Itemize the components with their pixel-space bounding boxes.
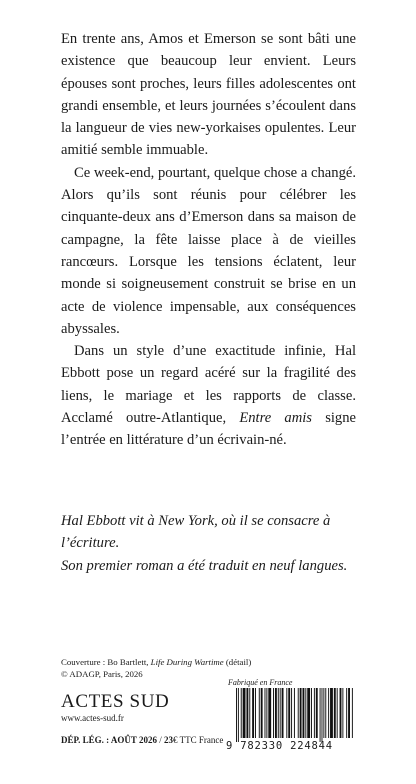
blurb-paragraph-3-end: signe l’entrée en littérature d’un écrivain-né. <box>61 410 356 449</box>
barcode-bar <box>334 688 336 738</box>
cover-credit-suffix: (détail) <box>223 657 252 667</box>
price-suffix: € TTC France <box>173 735 224 745</box>
made-in-france: Fabriqué en France <box>228 678 293 687</box>
legal-deposit-line <box>61 735 223 745</box>
legal-separator: / <box>157 735 165 745</box>
barcode-bar <box>298 688 299 738</box>
barcode-bar <box>273 688 274 738</box>
book-title: Entre amis <box>239 410 312 427</box>
author-bio-line-1: Hal Ebbott vit à New York, où il se consacre à l’écriture. <box>61 513 331 552</box>
barcode-bar <box>241 688 242 738</box>
barcode-bar <box>337 688 338 738</box>
blurb <box>61 28 356 452</box>
cover-credits <box>61 657 261 680</box>
blurb-paragraph-3-text: Dans un style d’une exactitude infinie, Hal Ebbott pose un regard acéré sur la fragilité des liens, le mariage et les rapports de classe. Acclamé outre-Atlantique, <box>61 343 356 427</box>
barcode-bar <box>246 688 248 738</box>
barcode-bar <box>282 688 284 738</box>
barcode-bar <box>322 688 323 742</box>
barcode-bar <box>305 688 306 738</box>
barcode-bar <box>249 688 250 738</box>
barcode-bar <box>266 688 267 738</box>
barcode-bar <box>342 688 343 738</box>
barcode-bar <box>259 688 260 738</box>
blurb-paragraph-1: En trente ans, Amos et Emerson se sont bâti une existence que beaucoup leur envient. Leurs épouses sont proches, leurs filles adolescentes ont grandi ensemble, et leurs journées s’écoulent dans la langueur de vies new-yorkaises opulentes. Leur amitié semble immuable. <box>61 31 356 159</box>
barcode-bar <box>311 688 312 738</box>
barcode-bar <box>330 688 333 738</box>
publisher-website: www.actes-sud.fr <box>61 713 124 723</box>
barcode-bar <box>265 688 266 738</box>
barcode-bar <box>286 688 287 738</box>
barcode-bar <box>346 688 347 738</box>
barcode-bar <box>280 688 281 738</box>
barcode-bar <box>320 688 321 742</box>
barcode-bar <box>236 688 237 742</box>
blurb-paragraph-2: Ce week-end, pourtant, quelque chose a changé. Alors qu’ils sont réunis pour célébrer les cinquante-deux ans d’Emerson dans sa maison de campagne, la fête laisse place à de vieilles rancœurs. Lorsque les tensions éclatent, leur monde si soigneusement construit se brise en un acte de violence impensable, aux conséquences abyssales. <box>61 164 356 337</box>
barcode-bar <box>316 688 318 738</box>
barcode-bar <box>303 688 305 738</box>
author-bio <box>61 510 361 577</box>
cover-credit-prefix: Couverture : Bo Bartlett, <box>61 657 151 667</box>
barcode-bar <box>328 688 329 738</box>
cover-artwork-title: Life During Wartime <box>150 657 224 667</box>
barcode-bar <box>261 688 263 738</box>
barcode-bar <box>268 688 271 738</box>
barcode-bar <box>300 688 302 738</box>
barcode-bar <box>291 688 292 738</box>
barcode-bar <box>255 688 256 738</box>
publisher-logo: ACTES SUD <box>61 691 170 712</box>
barcode-bar <box>252 688 254 738</box>
copyright-line: © ADAGP, Paris, 2026 <box>61 668 143 679</box>
barcode-bar <box>238 688 239 742</box>
legal-deposit: DÉP. LÉG. : AOÛT 2026 <box>61 735 158 745</box>
barcode-bar <box>340 688 342 738</box>
barcode-bar <box>314 688 315 738</box>
blurb-paragraph-3 <box>61 340 356 451</box>
barcode-bar <box>294 688 295 738</box>
price: 23 <box>164 735 174 745</box>
barcode-bar <box>323 688 324 738</box>
barcode-bar <box>275 688 277 738</box>
isbn-barcode <box>226 688 356 748</box>
barcode-bar <box>352 688 353 738</box>
barcode-bar <box>325 688 326 738</box>
barcode-block <box>226 678 356 762</box>
cover-credit-line <box>61 657 261 669</box>
isbn-digits: 9 782330 224844 <box>226 740 333 752</box>
barcode-bar <box>348 688 350 738</box>
barcode-bar <box>288 688 290 738</box>
author-bio-line-2: Son premier roman a été traduit en neuf langues. <box>61 557 348 574</box>
barcode-bar <box>307 688 310 738</box>
barcode-bar <box>243 688 246 738</box>
barcode-bar <box>278 688 279 738</box>
